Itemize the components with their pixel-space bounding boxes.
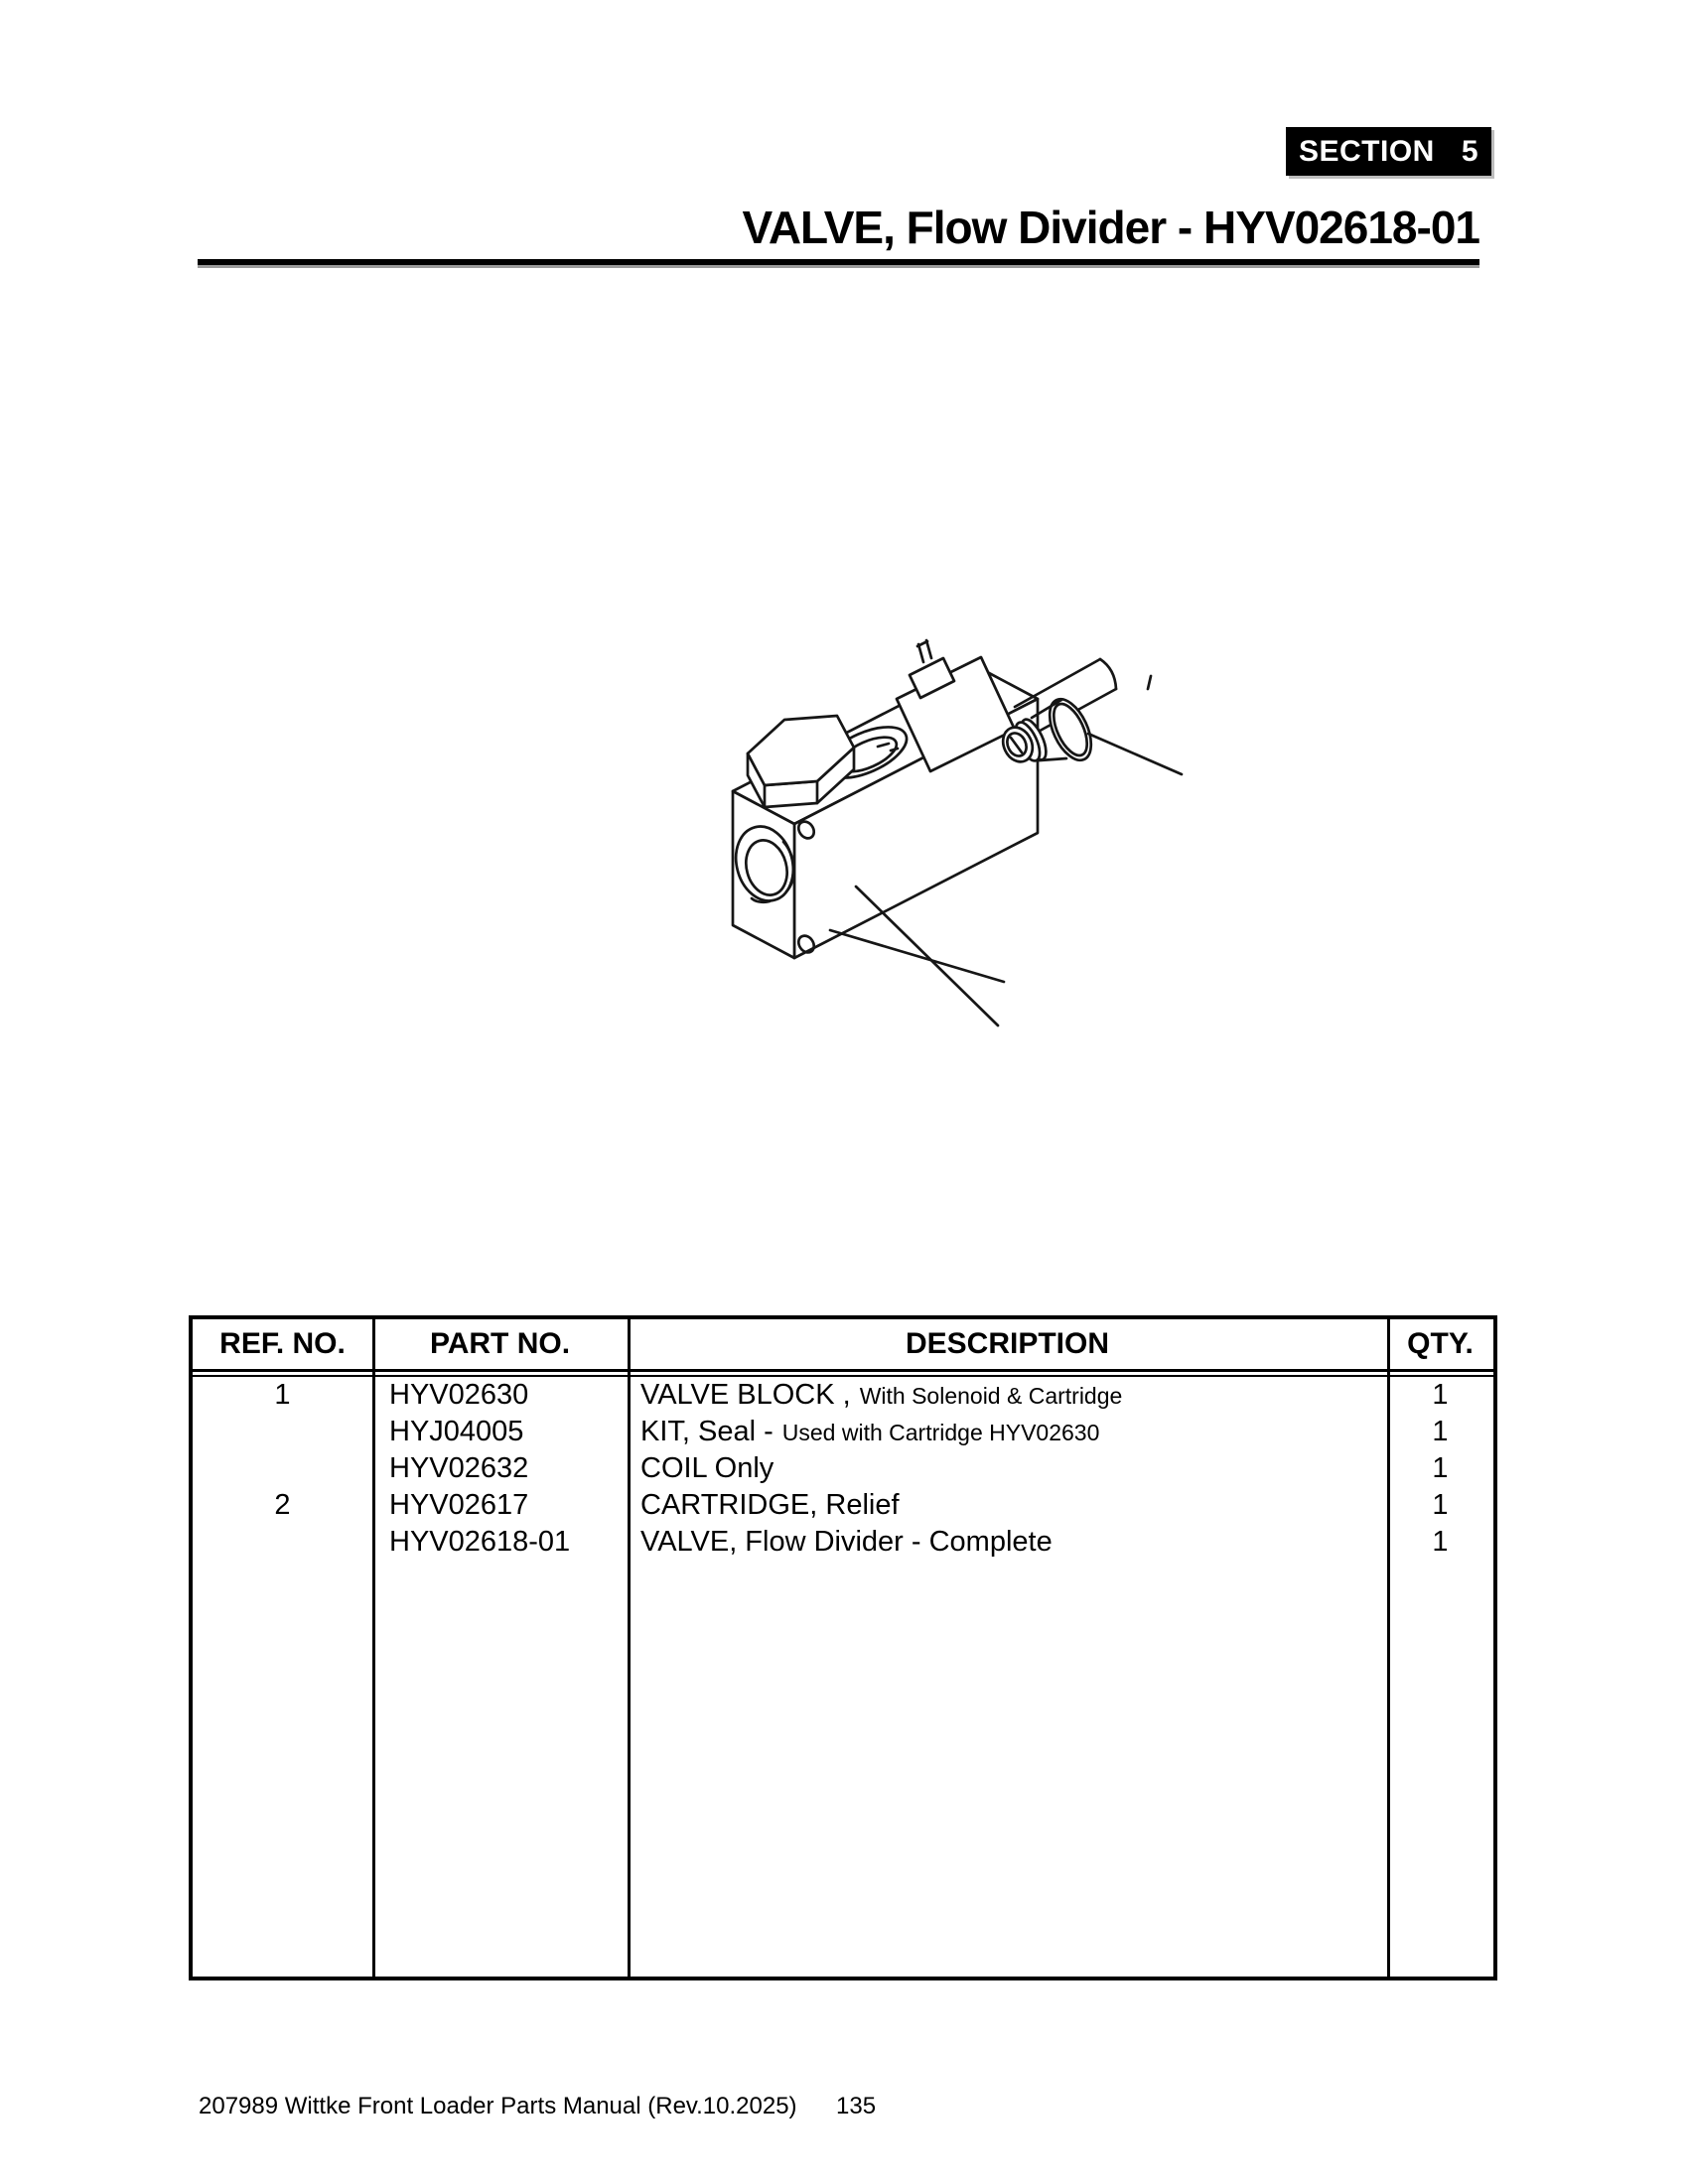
- table-row: [193, 1377, 1493, 1414]
- leader-line-block-a: [856, 887, 998, 1025]
- parts-table: [189, 1315, 1497, 1980]
- table-row: [193, 1414, 1493, 1450]
- table-header-row: [193, 1319, 1493, 1369]
- header-cell-part: PART NO.: [429, 1327, 571, 1360]
- cell-ref: 2: [274, 1489, 291, 1521]
- header-cell-desc: DESCRIPTION: [905, 1327, 1110, 1360]
- cell-ref: 1: [274, 1379, 291, 1411]
- cell-part: HYV02630: [389, 1379, 529, 1411]
- cell-part: HYV02617: [389, 1489, 529, 1521]
- cell-desc: [628, 1452, 1387, 1485]
- cell-qty: 1: [1432, 1416, 1449, 1447]
- section-badge-label: SECTION: [1299, 134, 1435, 168]
- cell-desc: [628, 1379, 1387, 1412]
- desc-main: CARTRIDGE, Relief: [640, 1489, 900, 1521]
- cell-desc: [628, 1416, 1387, 1448]
- cell-desc: [628, 1526, 1387, 1559]
- desc-main: KIT, Seal -: [640, 1416, 774, 1447]
- valve-illustration: [685, 591, 1261, 1047]
- table-row: [193, 1487, 1493, 1524]
- cell-part: HYV02618-01: [389, 1526, 571, 1558]
- desc-note: Used with Cartridge HYV02630: [781, 1420, 1100, 1445]
- leader-line-cartridge: [1088, 734, 1182, 774]
- section-badge-number: 5: [1461, 134, 1478, 168]
- desc-main: COIL Only: [640, 1452, 774, 1484]
- section-badge: [1286, 127, 1491, 176]
- column-divider: [1387, 1319, 1390, 1977]
- cell-qty: 1: [1432, 1489, 1449, 1521]
- table-row: [193, 1524, 1493, 1561]
- table-row: [193, 1450, 1493, 1487]
- cell-qty: 1: [1432, 1526, 1449, 1558]
- leader-line-block-b: [830, 930, 1004, 982]
- footer-page-number: 135: [836, 2093, 877, 2119]
- column-divider: [628, 1319, 631, 1977]
- page-title: VALVE, Flow Divider - HYV02618-01: [742, 202, 1479, 253]
- desc-note: With Solenoid & Cartridge: [859, 1383, 1123, 1409]
- desc-main: VALVE, Flow Divider - Complete: [640, 1526, 1053, 1558]
- leader-tick: [1148, 676, 1151, 689]
- header-cell-ref: REF. NO.: [219, 1327, 346, 1360]
- cell-part: HYJ04005: [389, 1416, 524, 1447]
- header-separator: [193, 1369, 1493, 1377]
- header-cell-qty: QTY.: [1407, 1327, 1474, 1360]
- column-divider: [372, 1319, 375, 1977]
- cell-part: HYV02632: [389, 1452, 529, 1484]
- cell-desc: [628, 1489, 1387, 1522]
- cell-qty: 1: [1432, 1379, 1449, 1411]
- title-rule: [198, 259, 1479, 268]
- desc-main: VALVE BLOCK ,: [640, 1379, 851, 1411]
- footer-manual-title: 207989 Wittke Front Loader Parts Manual (Rev.10.2025): [199, 2093, 797, 2119]
- cell-qty: 1: [1432, 1452, 1449, 1484]
